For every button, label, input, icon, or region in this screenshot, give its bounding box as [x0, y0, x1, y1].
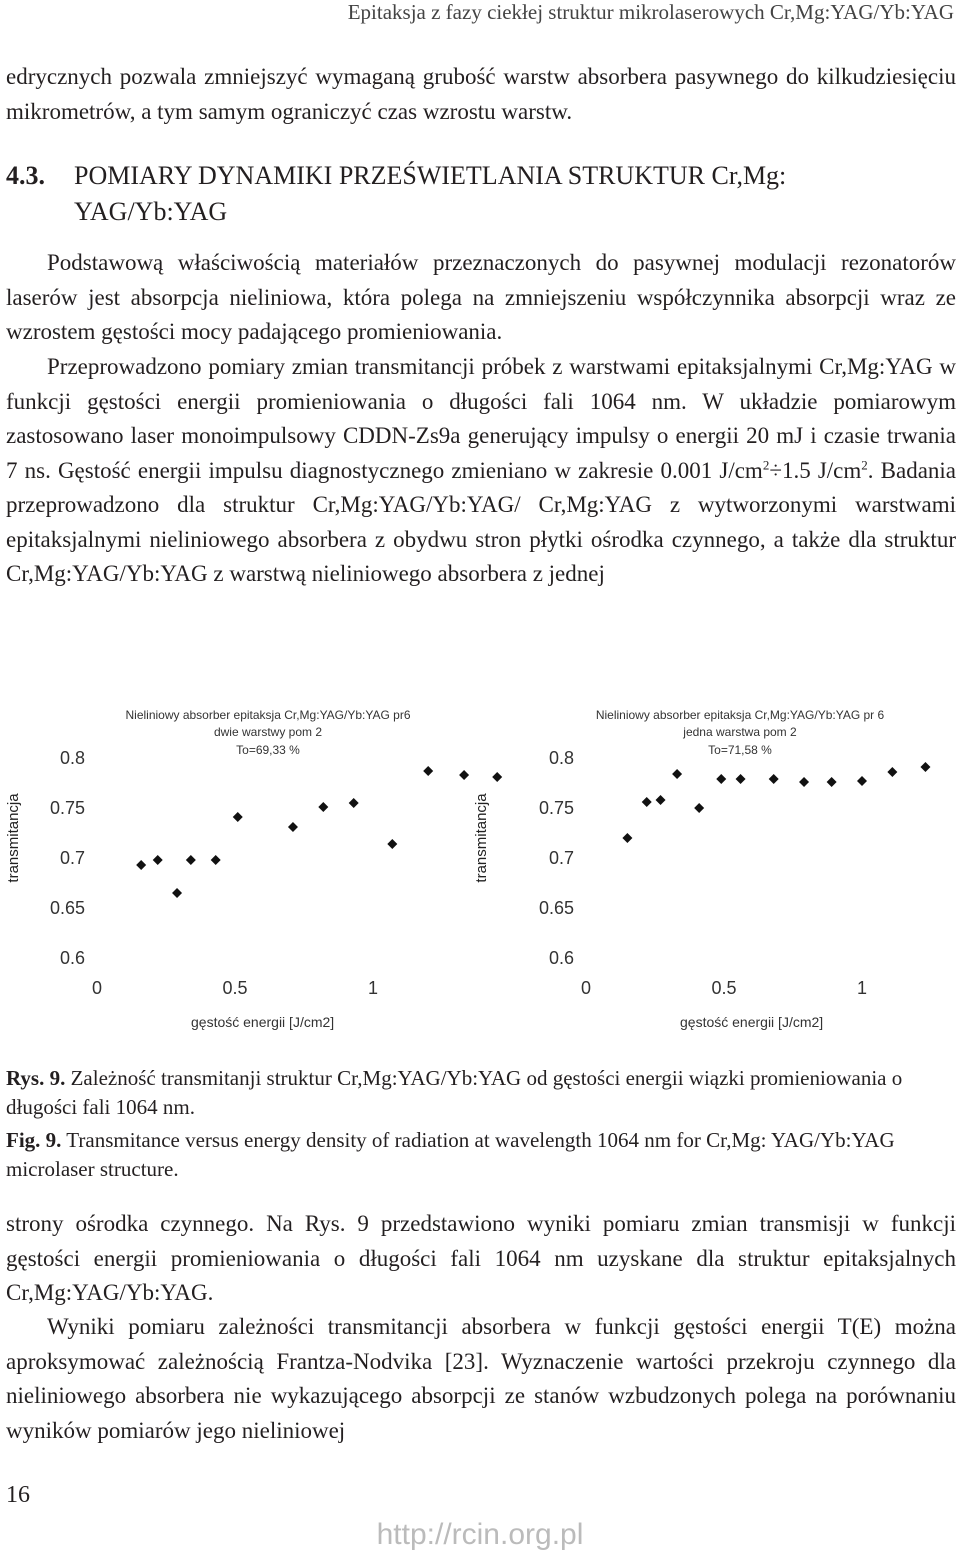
y-tick-label: 0.6 — [548, 948, 574, 968]
data-point — [827, 777, 837, 787]
paragraph-3: strony ośrodka czynnego. Na Rys. 9 przedstawiono wyniki pomiaru zmian transmisji w funkcji gęstości energii promieniowania o długości fali 1064 nm uzyskane dla struktur epitaksjalnych Cr,Mg:YAG/Yb:YAG. — [6, 1211, 956, 1305]
x-tick-label: 0.5 — [711, 978, 737, 998]
data-point — [694, 803, 704, 813]
y-tick-label: 0.7 — [548, 848, 574, 868]
paragraph-4: Wyniki pomiaru zależności transmitancji absorbera w funkcji gęstości energii T(E) można aproksymować zależnością Frantza-Nodvika [23]. Wyznaczenie wartości przekroju czynnego dla nieliniowego absorbera nie wykazującego absorpcji ze stanów wzbudzonych polega na porównaniu wyników pomiarów jego nieliniowej — [6, 1314, 956, 1443]
caption-pl — [6, 1064, 956, 1122]
caption-pl-label: Rys. 9. — [6, 1066, 66, 1090]
data-point — [136, 860, 146, 870]
chart-left — [0, 688, 480, 1038]
data-point — [153, 855, 163, 865]
section-heading — [6, 158, 956, 230]
paragraph-2-text-b: ÷1.5 J/cm — [769, 457, 862, 483]
y-axis-label: transmitancja — [5, 793, 22, 883]
footer-url[interactable]: http://rcin.org.pl — [376, 1518, 584, 1551]
data-point — [769, 774, 779, 784]
data-point — [716, 774, 726, 784]
data-point — [349, 798, 359, 808]
paragraph-2 — [6, 350, 956, 592]
y-tick-label: 0.65 — [538, 898, 574, 918]
y-tick-label: 0.8 — [59, 748, 85, 768]
data-point — [423, 766, 433, 776]
caption-en-label: Fig. 9. — [6, 1128, 62, 1152]
data-point — [318, 802, 328, 812]
caption-en-text: Transmitance versus energy density of radiation at wavelength 1064 nm for Cr,Mg: YAG/Yb:YAG microlaser structure. — [6, 1128, 895, 1181]
data-point — [622, 833, 632, 843]
superscript-1: 2 — [762, 456, 770, 472]
chart-subtitle: dwie warstwy pom 2 — [213, 725, 323, 739]
paragraph-2-text-a: Przeprowadzono pomiary zmian transmitancji próbek z warstwami epitaksjalnymi Cr,Mg:YAG w funkcji gęstości energii promieniowania o długości fali 1064 nm. W układzie pomiarowym zastosowano laser monoimpulsowy CDDN-Zs9a generujący impulsy o energii 20 mJ i czasie trwania 7 ns. Gęstość energii impulsu diagnostycznego zmieniano w zakresie 0.001 J/cm — [6, 354, 956, 483]
data-point — [233, 812, 243, 822]
data-point — [799, 777, 809, 787]
x-axis-label: gęstość energii [J/cm2] — [191, 1014, 335, 1030]
caption-pl-text: Zależność transmitanji struktur Cr,Mg:YAG/Yb:YAG od gęstości energii wiązki promieniowania o długości fali 1064 nm. — [6, 1066, 903, 1119]
y-tick-label: 0.75 — [538, 798, 574, 818]
chart-title: Nieliniowy absorber epitaksja Cr,Mg:YAG/Yb:YAG pr 6 — [595, 708, 885, 722]
x-tick-label: 0 — [91, 978, 103, 998]
data-point — [186, 855, 196, 865]
section-title-line1: POMIARY DYNAMIKI PRZEŚWIETLANIA STRUKTUR Cr,Mg: — [74, 161, 787, 190]
section-number: 4.3. — [6, 161, 45, 190]
paragraph-continuation: edrycznych pozwala zmniejszyć wymaganą grubość warstw absorbera pasywnego do kilkudziesięciu mikrometrów, a tym samym ograniczyć czas wzrostu warstw. — [6, 64, 956, 124]
chart-right — [473, 688, 960, 1038]
data-point — [172, 888, 182, 898]
data-point — [387, 839, 397, 849]
paragraph-2-text-c: . Badania przeprowadzono dla struktur Cr,Mg:YAG/Yb:YAG/ Cr,Mg:YAG z wytworzonymi warstwami epitaksjalnymi nieliniowego absorbera z obydwu stron płytki ośrodka czynnego, a także dla struktur Cr,Mg:YAG/Yb:YAG z warstwą nieliniowego absorbera z jednej — [6, 457, 956, 586]
y-tick-label: 0.75 — [49, 798, 85, 818]
y-tick-label: 0.65 — [49, 898, 85, 918]
y-tick-label: 0.6 — [59, 948, 85, 968]
data-point — [920, 762, 930, 772]
data-point — [642, 797, 652, 807]
caption-en — [6, 1126, 956, 1184]
running-head: Epitaksja z fazy ciekłej struktur mikrolaserowych Cr,Mg:YAG/Yb:YAG — [347, 0, 954, 24]
y-axis-label: transmitancja — [473, 793, 490, 883]
chart-note: To=69,33 % — [236, 743, 300, 757]
y-tick-label: 0.8 — [548, 748, 574, 768]
chart-subtitle: jedna warstwa pom 2 — [683, 725, 797, 739]
x-tick-label: 1 — [856, 978, 868, 998]
data-point — [656, 795, 666, 805]
x-tick-label: 0.5 — [222, 978, 248, 998]
data-point — [211, 855, 221, 865]
y-tick-label: 0.7 — [59, 848, 85, 868]
paragraph-1: Podstawową właściwością materiałów przeznaczonych do pasywnej modulacji rezonatorów laserów jest absorpcja nieliniowa, która polega na zmniejszeniu współczynnika absorpcji wraz ze wzrostem gęstości mocy padającego promieniowania. — [6, 250, 956, 344]
superscript-2: 2 — [861, 456, 868, 472]
data-point — [857, 776, 867, 786]
data-point — [672, 769, 682, 779]
data-point — [459, 770, 469, 780]
data-point — [887, 767, 897, 777]
x-tick-label: 0 — [580, 978, 592, 998]
page-number: 16 — [6, 1482, 30, 1508]
x-tick-label: 1 — [367, 978, 379, 998]
figure-9 — [0, 688, 960, 1038]
x-axis-label: gęstość energii [J/cm2] — [680, 1014, 824, 1030]
section-title-line2: YAG/Yb:YAG — [74, 197, 228, 226]
chart-title: Nieliniowy absorber epitaksja Cr,Mg:YAG/Yb:YAG pr6 — [125, 708, 411, 722]
data-point — [288, 822, 298, 832]
chart-note: To=71,58 % — [708, 743, 772, 757]
data-point — [736, 774, 746, 784]
